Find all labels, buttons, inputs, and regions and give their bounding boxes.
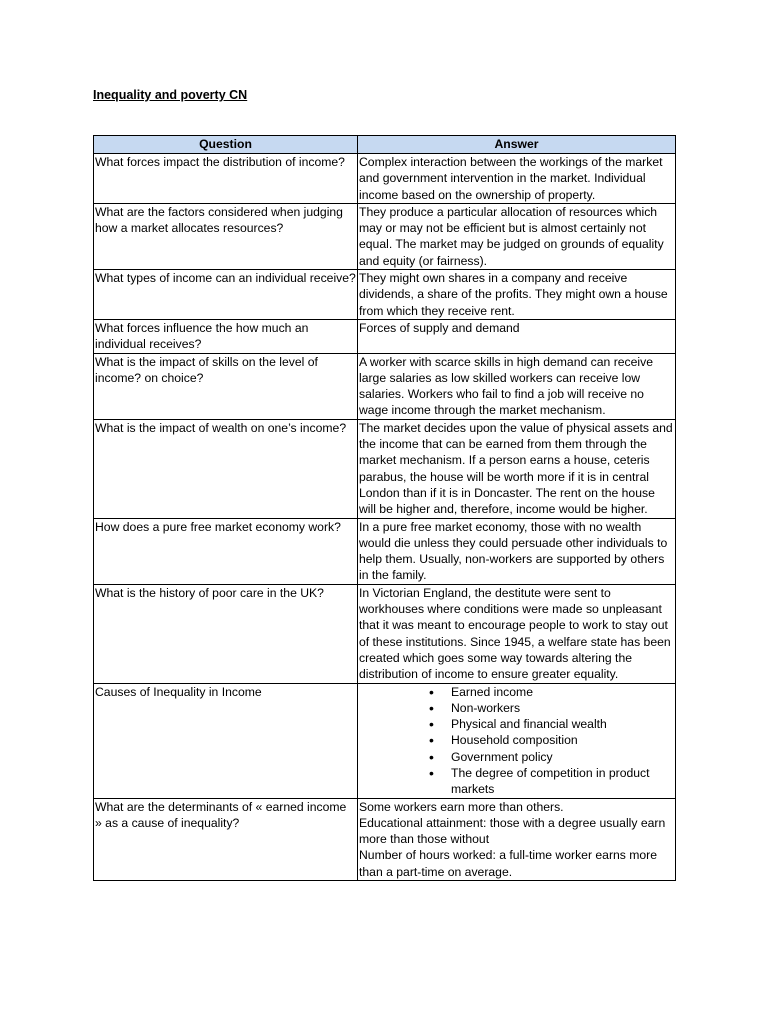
answer-cell: In Victorian England, the destitute were sent to workhouses where conditions were made so unpleasant that it was meant to encourage people to work to stay out of these institutions. Since 1945, a welfare state has been created which goes some way towards altering the distribution of income to ensure greater equality. <box>358 584 676 683</box>
question-cell: What is the impact of wealth on one’s income? <box>94 419 358 518</box>
question-cell: What are the determinants of « earned income » as a cause of inequality? <box>94 798 358 880</box>
table-row <box>94 203 676 269</box>
table-row <box>94 419 676 518</box>
answer-line: Educational attainment: those with a degree usually earn more than those without <box>359 815 666 847</box>
question-cell: What forces influence the how much an individual receives? <box>94 319 358 353</box>
bullet-item: • The degree of competition in product markets <box>429 765 674 798</box>
question-cell: What is the impact of skills on the level of income? on choice? <box>94 353 358 419</box>
question-cell: How does a pure free market economy work? <box>94 518 358 584</box>
answer-cell: A worker with scarce skills in high demand can receive large salaries as low skilled workers can receive low salaries. Workers who fail to find a job will receive no wage income through the market mechanism. <box>358 353 676 419</box>
answer-header: Answer <box>358 136 676 154</box>
question-cell: What is the history of poor care in the UK? <box>94 584 358 683</box>
question-cell: What are the factors considered when judging how a market allocates resources? <box>94 203 358 269</box>
answer-cell <box>358 798 676 880</box>
causes-bullet-list <box>359 684 674 798</box>
answer-line: Some workers earn more than others. <box>359 799 564 814</box>
table-row-causes <box>94 683 676 798</box>
bullet-item: • Household composition <box>429 732 674 748</box>
table-row <box>94 518 676 584</box>
bullet-item: • Government policy <box>429 749 674 765</box>
table-header-row <box>94 136 676 154</box>
question-header: Question <box>94 136 358 154</box>
answer-cell: The market decides upon the value of physical assets and the income that can be earned from them through the market mechanism. If a person earns a house, ceteris parabus, the house will be worth more if it is in central London than if it is in Doncaster. The rent on the house will be higher and, therefore, income would be higher. <box>358 419 676 518</box>
bullet-item: • Physical and financial wealth <box>429 716 674 732</box>
qa-table <box>93 135 676 881</box>
bullet-item: • Earned income <box>429 684 674 700</box>
answer-cell: They produce a particular allocation of resources which may or may not be efficient but is almost certainly not equal. The market may be judged on grounds of equality and equity (or fairness). <box>358 203 676 269</box>
answer-cell <box>358 683 676 798</box>
table-row <box>94 584 676 683</box>
question-cell: What forces impact the distribution of income? <box>94 154 358 204</box>
table-row <box>94 154 676 204</box>
question-cell: Causes of Inequality in Income <box>94 683 358 798</box>
document-title: Inequality and poverty CN <box>93 88 248 102</box>
answer-cell: In a pure free market economy, those with no wealth would die unless they could persuade other individuals to help them. Usually, non-workers are supported by others in the family. <box>358 518 676 584</box>
table-row-determinants <box>94 798 676 880</box>
answer-cell: Complex interaction between the workings of the market and government intervention in the market. Individual income based on the ownership of property. <box>358 154 676 204</box>
answer-cell: They might own shares in a company and receive dividends, a share of the profits. They might own a house from which they receive rent. <box>358 270 676 320</box>
table-row <box>94 319 676 353</box>
answer-line: Number of hours worked: a full-time worker earns more than a part-time on average. <box>359 848 658 879</box>
table-row <box>94 270 676 320</box>
bullet-item: • Non-workers <box>429 700 674 716</box>
question-cell: What types of income can an individual receive? <box>94 270 358 320</box>
table-row <box>94 353 676 419</box>
answer-cell: Forces of supply and demand <box>358 319 676 353</box>
